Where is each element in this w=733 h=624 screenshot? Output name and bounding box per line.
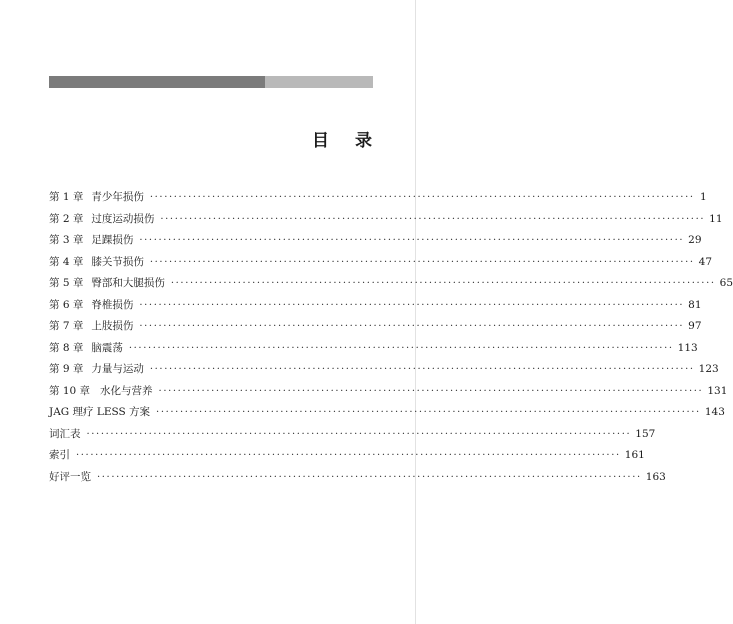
toc-entry-glossary[interactable] xyxy=(49,424,656,446)
toc-entry-index[interactable] xyxy=(49,445,645,467)
entry-title: 青少年损伤 xyxy=(91,191,144,203)
dot-leader: ·················································································································· xyxy=(160,213,706,225)
entry-title: 脊椎损伤 xyxy=(91,298,134,311)
dot-leader: ·················································································································· xyxy=(97,471,642,483)
header-bar-dark-segment xyxy=(49,76,265,88)
toc-title: 目录 xyxy=(312,131,398,151)
dot-leader: ·················································································································· xyxy=(149,364,695,375)
entry-title: 脑震荡 xyxy=(91,341,123,354)
chapter-number: 第 6 章 xyxy=(49,298,84,311)
toc-entry-chapter-7[interactable] xyxy=(49,316,702,338)
chapter-number: 第 8 章 xyxy=(49,341,84,354)
toc-entry-chapter-6[interactable] xyxy=(49,295,702,317)
entry-title: 上肢损伤 xyxy=(91,320,134,332)
dot-leader: ·················································································································· xyxy=(170,278,716,289)
entry-title: 索引 xyxy=(49,449,70,461)
toc-entry-chapter-10[interactable] xyxy=(49,381,728,403)
dot-leader: ·················································································································· xyxy=(139,299,685,311)
entry-title: 好评一览 xyxy=(49,470,91,483)
dot-leader: ·················································································································· xyxy=(156,407,701,418)
entry-title: 膝关节损伤 xyxy=(91,255,144,268)
chapter-number: 第 5 章 xyxy=(49,277,84,289)
page-number: 157 xyxy=(635,427,656,440)
header-bar-light-segment xyxy=(265,76,373,88)
entry-title: JAG 理疗 LESS 方案 xyxy=(49,406,151,418)
page-number: 163 xyxy=(645,470,666,483)
toc-entry-chapter-9[interactable] xyxy=(49,359,719,381)
dot-leader: ·················································································································· xyxy=(139,235,685,246)
page-number: 123 xyxy=(698,363,719,375)
toc-list xyxy=(49,187,733,488)
header-bar xyxy=(49,76,373,88)
toc-entry-chapter-4[interactable] xyxy=(49,252,713,274)
page-number: 161 xyxy=(624,449,645,461)
chapter-number: 第 2 章 xyxy=(49,212,84,225)
toc-entry-chapter-2[interactable] xyxy=(49,209,723,231)
page-number: 29 xyxy=(688,234,702,246)
dot-leader: ·················································································································· xyxy=(158,385,704,397)
entry-title: 足踝损伤 xyxy=(91,234,134,246)
chapter-number: 第 7 章 xyxy=(49,320,84,332)
chapter-number: 第 1 章 xyxy=(49,191,84,203)
toc-entry-chapter-5[interactable] xyxy=(49,273,733,295)
entry-title: 过度运动损伤 xyxy=(91,212,155,225)
dot-leader: ·················································································································· xyxy=(149,192,695,203)
dot-leader: ·················································································································· xyxy=(76,450,621,461)
toc-entry-chapter-1[interactable] xyxy=(49,187,707,209)
page-number: 143 xyxy=(704,406,725,418)
page-number: 11 xyxy=(709,212,723,225)
page-number: 65 xyxy=(719,277,733,289)
entry-title: 臀部和大腿损伤 xyxy=(91,277,165,289)
page-number: 47 xyxy=(698,255,713,268)
toc-entry-chapter-8[interactable] xyxy=(49,338,698,360)
chapter-number: 第 9 章 xyxy=(49,363,84,375)
dot-leader: ·················································································································· xyxy=(149,256,695,268)
dot-leader: ·················································································································· xyxy=(128,342,674,354)
page-number: 113 xyxy=(677,341,698,354)
dot-leader: ·················································································································· xyxy=(139,321,685,332)
entry-title: 水化与营养 xyxy=(100,384,153,397)
toc-entry-jag-less[interactable] xyxy=(49,402,725,424)
dot-leader: ·················································································································· xyxy=(86,428,632,440)
chapter-number: 第 10 章 xyxy=(49,384,91,397)
entry-title: 力量与运动 xyxy=(91,363,144,375)
page-number: 97 xyxy=(688,320,702,332)
page-number: 131 xyxy=(707,384,728,397)
toc-entry-chapter-3[interactable] xyxy=(49,230,702,252)
chapter-number: 第 3 章 xyxy=(49,234,84,246)
page-number: 81 xyxy=(688,298,702,311)
toc-entry-reviews[interactable] xyxy=(49,467,666,489)
page-number: 1 xyxy=(699,191,707,203)
entry-title: 词汇表 xyxy=(49,427,81,440)
chapter-number: 第 4 章 xyxy=(49,255,84,268)
